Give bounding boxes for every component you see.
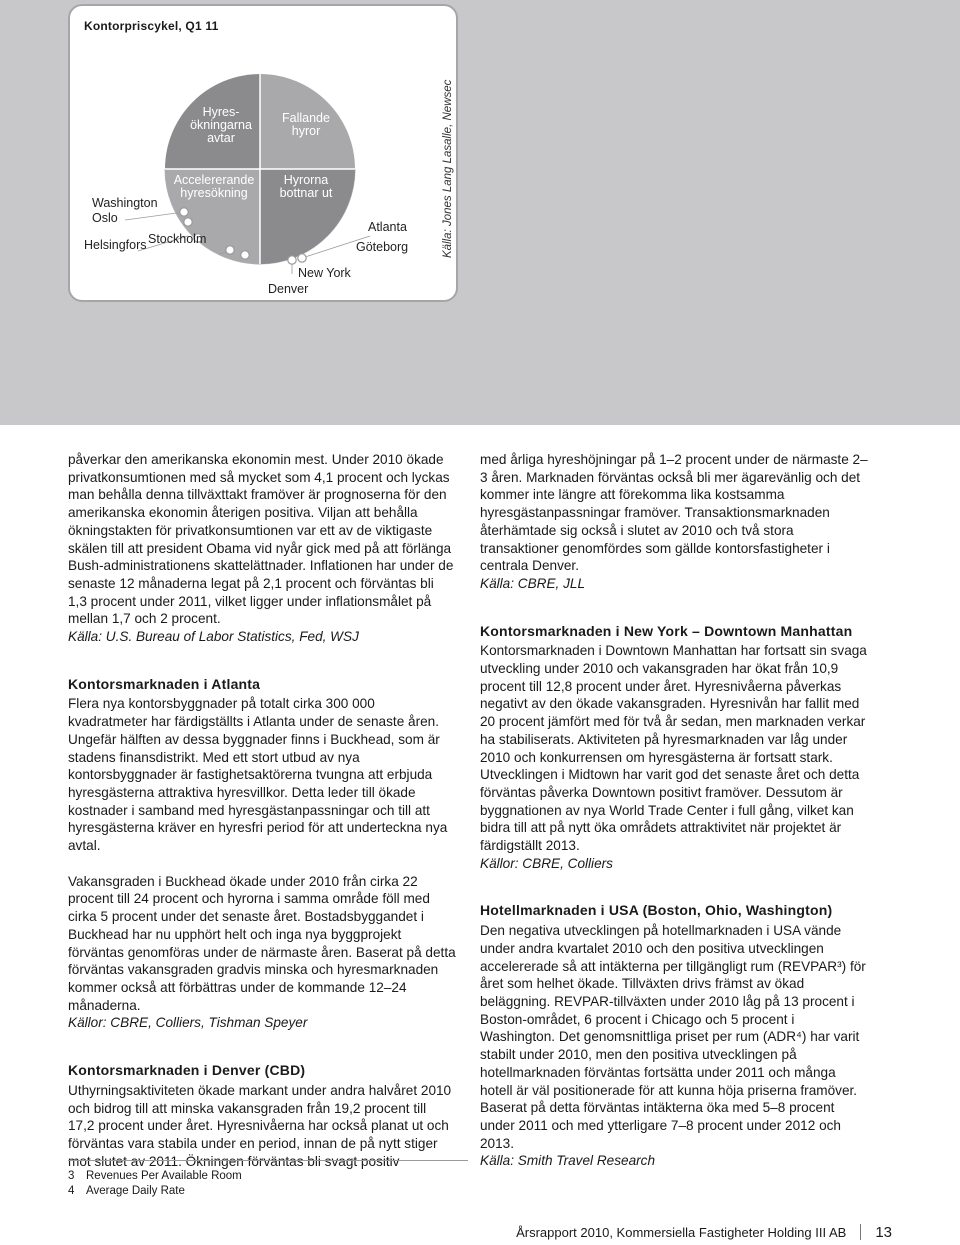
footnote-text: Average Daily Rate <box>86 1185 185 1197</box>
denver-heading: Kontorsmarknaden i Denver (CBD) <box>68 1062 306 1079</box>
city-atlanta: Atlanta <box>368 220 407 234</box>
city-helsingfors: Helsingfors <box>84 238 147 252</box>
footnote-number: 4 <box>68 1185 75 1197</box>
atlanta-paragraph-1: Flera nya kontorsbyggnader på totalt cirka 300 000 kvadratmeter har färdigställts i Atlanta under de senaste åren. Ungefär hälften av dessa byggnader finns i Buckhead, som är stadens finansdistrikt. Med ett stort utbud av nya kontorsbyggnader är fastighetsaktörerna tvungna att erbjuda hyresgästerna attraktiva hyresvillkor. Detta leder till ökade kostnader i samband med hyresgästanpassningar och till att hyresgästerna kräver en hyresfri period för att underteckna nya avtal. <box>68 696 448 854</box>
new-york-heading: Kontorsmarknaden i New York – Downtown Manhattan <box>480 622 853 639</box>
denver-source: Källa: CBRE, JLL <box>480 575 586 591</box>
footnote-item <box>68 1169 468 1184</box>
page-number: 13 <box>875 1224 892 1241</box>
city-oslo: Oslo <box>92 211 118 225</box>
marker-washington <box>180 208 188 216</box>
intro-source: Källa: U.S. Bureau of Labor Statistics, Fed, WSJ <box>68 629 359 645</box>
intro-paragraph: påverkar den amerikanska ekonomin mest. Under 2010 ökade privatkonsumtionen med så mycket som 4,1 procent och lyckas man behålla denna tillväxttakt framöver är prognoserna för den amerikanska ekonomin återigen positiva. Viljan att behålla ökningstakten för privatkonsumtionen var ett av de viktigaste skälen till att president Obama vid nyår gick med på att förlänga Bush-administrationens skattelättnader. Inflationen har under de senaste 12 månaderna legat på 2,1 procent och förväntas bli 1,3 procent under 2011, vilket ligger under inflationsmålet på mellan 1,7 och 2 procent. <box>68 452 454 627</box>
atlanta-source: Källor: CBRE, Colliers, Tishman Speyer <box>68 1015 308 1031</box>
atlanta-heading: Kontorsmarknaden i Atlanta <box>68 675 261 692</box>
city-washington: Washington <box>92 196 158 210</box>
marker-denver <box>241 251 249 259</box>
marker-oslo <box>184 218 192 226</box>
footnote-item <box>68 1184 468 1199</box>
left-column <box>68 451 456 1170</box>
quadrant-label-top-left: Hyres- ökningarna avtar <box>190 105 252 145</box>
city-stockholm: Stockholm <box>148 232 207 246</box>
quadrant-label-bottom-right: Hyrorna bottnar ut <box>279 173 333 200</box>
city-new-york: New York <box>298 266 351 280</box>
marker-new-york <box>288 256 296 264</box>
figure-title: Kontorpriscykel, Q1 11 <box>84 19 219 33</box>
quadrant-label-bottom-left: Accelererande hyresökning <box>173 173 255 200</box>
footnote-number: 3 <box>68 1170 75 1182</box>
right-column <box>480 451 868 1170</box>
marker-stockholm <box>226 246 234 254</box>
denver-paragraph-1: Uthyrningsaktiviteten ökade markant under andra halvåret 2010 och bidrog till att minska vakansgraden från 19,2 procent till 17,2 procent under året. Hyresnivåerna har också planat ut och förväntas vara stabila under en period, innan de på nytt stiger mot slutet av 2011. Ökningen förväntas bli svagt positiv <box>68 1082 452 1169</box>
hotel-paragraph: Den negativa utvecklingen på hotellmarknaden i USA vände under andra kvartalet 2010 och den positiva utvecklingen accelererade så att intäkterna per tillgängligt rum (REVPAR³) för året som helhet ökade. Tillväxten drivs främst av ökad beläggning. REVPAR-tillväxten under 2010 låg på 13 procent i Boston-området, 6 procent i Chicago och 5 procent i Washington. Det genomsnittliga priset per rum (ADR⁴) har varit stabilt under 2010, men den positiva utvecklingen på hotellmarknaden förväntas fortsätta under 2011 och många hotell är väl positionerade för att kunna höja priserna framöver. Baserat på detta förväntas intäkterna öka med 5–8 procent under 2011 och med ytterligare 7–8 procent under 2012 och 2013. <box>480 923 866 1151</box>
hotel-heading: Hotellmarknaden i USA (Boston, Ohio, Washington) <box>480 902 833 919</box>
footnote-text: Revenues Per Available Room <box>86 1170 242 1182</box>
footer-separator <box>860 1224 861 1240</box>
new-york-source: Källor: CBRE, Colliers <box>480 855 613 871</box>
footer-text: Årsrapport 2010, Kommersiella Fastigheter Holding III AB <box>516 1225 847 1240</box>
price-cycle-figure <box>68 4 458 302</box>
footnotes <box>68 1160 468 1199</box>
new-york-paragraph: Kontorsmarknaden i Downtown Manhattan har fortsatt sin svaga utveckling under 2010 och vakansgraden har ökat från 10,9 procent till 12,8 procent under året. Hyresnivåerna påverkas negativt av den ökade vakansgraden. Hyresnivån har fallit med 20 procent jämfört med för två år sedan, men marknaden verkar ha stabiliserats. Aktiviteten på hyresmarknaden var låg under 2010 och konkurrensen om hyresgästerna är fortsatt stark. Utvecklingen i Midtown har varit god det senaste året och detta förväntas påverka Downtown positivt framöver. Dessutom är byggnationen av nya World Trade Center i full gång, vilket kan bidra till att på nytt öka områdets attraktivitet när projektet är färdigställt 2013. <box>480 643 867 854</box>
quadrant-label-top-right: Fallande hyror <box>282 111 330 138</box>
denver-continued-paragraph: med årliga hyreshöjningar på 1–2 procent under de närmaste 2–3 åren. Marknaden förväntas också bli mer ägarevänlig och det kommer inte längre att förekomma lika kostsamma hyresgästanpassningar framöver. Transaktionsmarknaden återhämtade sig också i slutet av 2010 och två stora transaktioner genomfördes som gällde kontorsfastigheter i centrala Denver. <box>480 452 868 574</box>
city-goteborg: Göteborg <box>356 240 409 254</box>
cycle-diagram <box>70 6 456 300</box>
figure-band <box>0 0 960 425</box>
hotel-source: Källa: Smith Travel Research <box>480 1153 656 1169</box>
figure-source: Källa: Jones Lang Lasalle, Newsec <box>442 79 454 258</box>
atlanta-paragraph-2: Vakansgraden i Buckhead ökade under 2010 från cirka 22 procent till 24 procent och hyrorna i samma område föll med cirka 5 procent under det senaste året. Bostadsbyggandet i Buckhead har nu upphört helt och inga nya byggprojekt förväntas genomföras under de närmaste åren. Baserat på detta förväntas vakansgraden gradvis minska och hyresmarknaden kommer också att förbättras under de kommande 12–24 månaderna. <box>68 873 456 1013</box>
marker-atlanta <box>298 254 306 262</box>
page-footer <box>516 1224 892 1241</box>
city-denver: Denver <box>268 282 309 296</box>
